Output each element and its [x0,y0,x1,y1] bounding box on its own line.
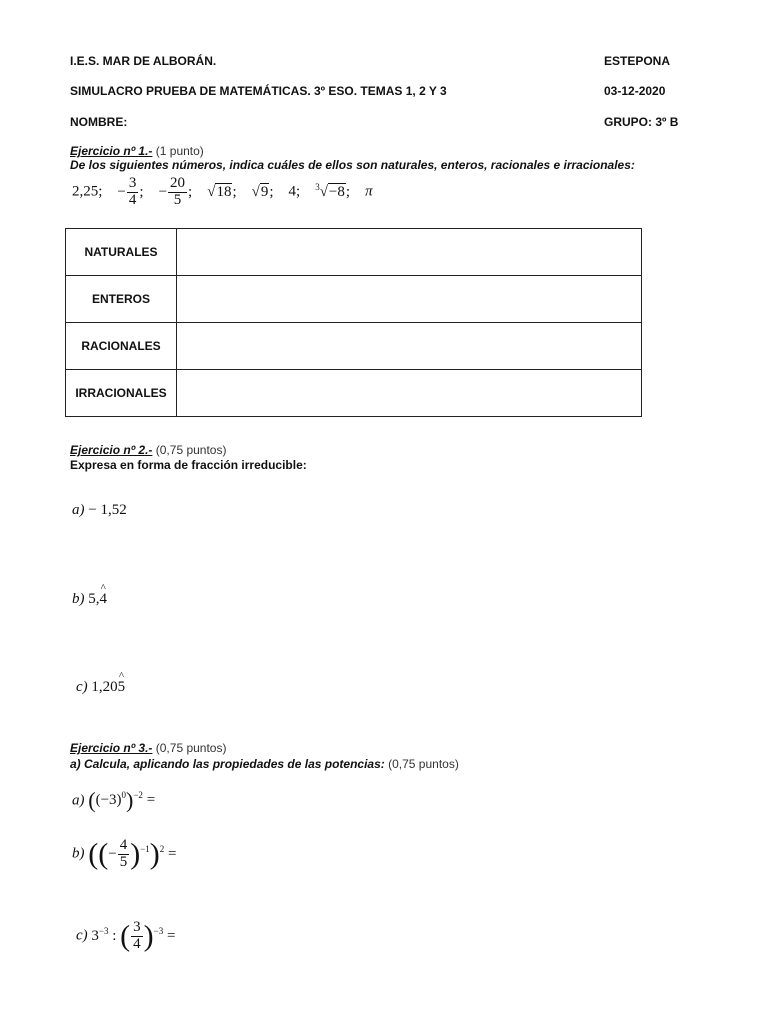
table-row [66,323,642,370]
exercise-3-item-a [72,790,155,812]
number-sqrt-18: √18; [207,183,237,200]
table-row [66,229,642,276]
row-label-irracionales: IRRACIONALES [66,370,177,417]
item-letter: c) [76,927,88,944]
number-neg-fraction-1: − $\frac{3}{4}$ ; [117,175,144,208]
classification-table [65,228,642,417]
exercise-2-item-b [72,591,107,608]
exercise-3-item-b [72,838,177,871]
exercise-1-instruction: De los siguientes números, indica cuáles de ellos son naturales, enteros, racionales e irracionales: [70,158,635,172]
row-label-naturales: NATURALES [66,229,177,276]
exercise-3-instruction [70,757,459,771]
number-cube-root: $^3$√−8; [315,181,351,200]
item-expression: 1,20 [91,679,118,695]
table-row [66,276,642,323]
exercise-2-item-a [72,502,127,519]
item-letter: a) [72,792,85,809]
power-expression: $3^{-3}$ : ( $\frac{3}{4}$ )$^{-3}$ = [91,919,176,953]
item-letter: b) [72,845,85,862]
school-name: I.E.S. MAR DE ALBORÁN. [70,54,217,68]
exercise-3-item-c [76,920,175,953]
number-sqrt-9: √9; [251,183,274,200]
exam-date: 03-12-2020 [604,84,666,98]
periodic-digit: ^ 4 [100,591,108,608]
exercise-1-heading [70,144,204,158]
exercise-2-heading [70,443,226,457]
number-decimal: 2,25; [72,183,103,200]
exercise-2-instruction: Expresa en forma de fracción irreducible: [70,458,307,472]
exercise-2-item-c [76,679,125,696]
exercise-3-label: Ejercicio nº 3.- [70,741,153,755]
exercise-2-points: (0,75 puntos) [155,443,227,457]
item-letter: a) [72,502,85,518]
item-expression: − 1,52 [88,502,127,518]
table-row [66,370,642,417]
row-label-racionales: RACIONALES [66,323,177,370]
item-letter: c) [76,679,88,695]
instruction-points: (0,75 puntos) [388,757,459,771]
power-expression: ((− $\frac{4}{5}$ )$^{-1}$)$^2$ = [88,837,177,871]
exercise-3-points: (0,75 puntos) [155,741,227,755]
item-letter: b) [72,591,85,607]
answer-cell-naturales[interactable] [177,229,642,276]
group-label: GRUPO: 3º B [604,115,679,129]
exercise-1-label: Ejercicio nº 1.- [70,144,153,158]
answer-cell-irracionales[interactable] [177,370,642,417]
answer-cell-enteros[interactable] [177,276,642,323]
item-expression: 5, [88,591,100,607]
exercise-1-number-list [72,176,373,209]
exercise-1-points: (1 punto) [155,144,204,158]
row-label-enteros: ENTEROS [66,276,177,323]
town-name: ESTEPONA [604,54,671,68]
number-neg-fraction-2: − $\frac{20}{5}$ ; [158,175,193,208]
periodic-digit: ^ 5 [118,679,126,696]
power-expression: $((-3)^0)^{-2}$ = [88,788,156,813]
instruction-text: a) Calcula, aplicando las propiedades de las potencias: [70,757,385,771]
number-pi: π [365,183,373,200]
exam-title: SIMULACRO PRUEBA DE MATEMÁTICAS. 3º ESO. TEMAS 1, 2 Y 3 [70,84,447,98]
answer-cell-racionales[interactable] [177,323,642,370]
name-label: NOMBRE: [70,115,128,129]
exercise-3-heading [70,741,226,755]
exercise-2-label: Ejercicio nº 2.- [70,443,153,457]
number-four: 4; [288,183,301,200]
